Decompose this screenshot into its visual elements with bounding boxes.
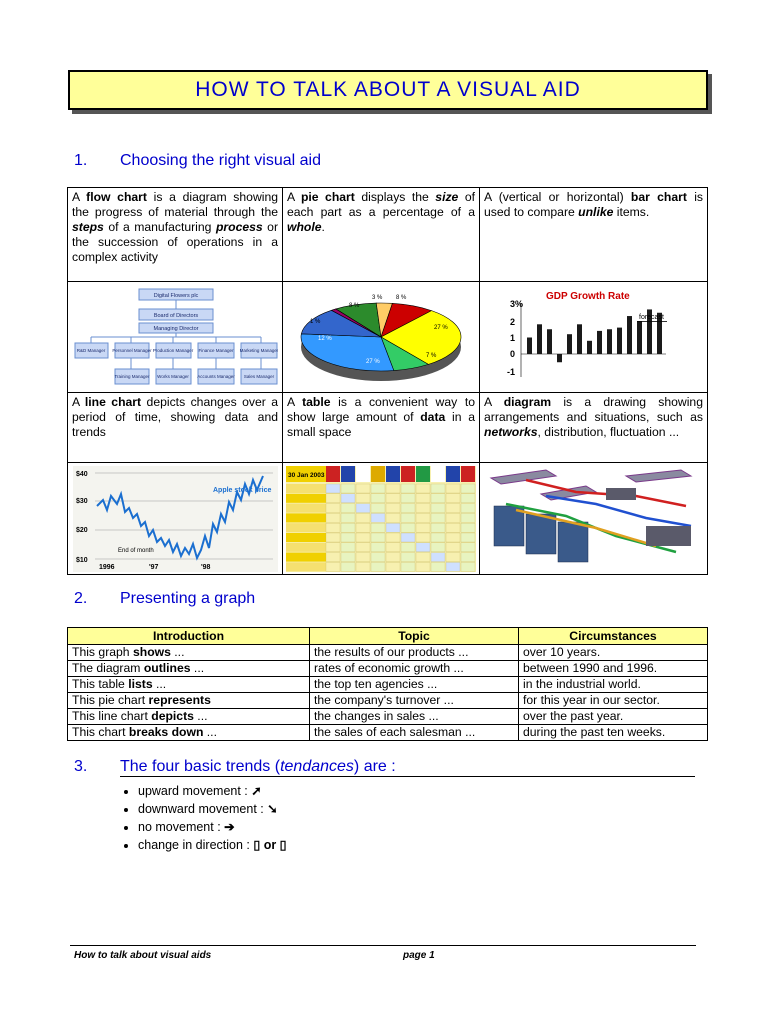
flag-cell — [326, 466, 340, 482]
data-cell — [341, 533, 355, 542]
data-cell — [431, 552, 445, 561]
row-label-cell — [286, 552, 326, 561]
data-cell — [431, 513, 445, 522]
data-cell — [326, 484, 340, 493]
data-cell — [386, 523, 400, 532]
pie-label: 12 % — [318, 336, 332, 342]
column-header: Circumstances — [519, 628, 708, 645]
apple-xtick: '98 — [200, 563, 210, 571]
line-chart-image — [68, 463, 283, 575]
data-cell — [371, 562, 385, 571]
data-cell — [416, 493, 430, 502]
pie-label: 8 % — [349, 303, 360, 309]
row-label-cell — [286, 493, 326, 502]
table-row — [68, 709, 708, 725]
data-cell — [446, 493, 460, 502]
data-cell — [326, 542, 340, 551]
data-cell — [371, 552, 385, 561]
section-number: 2. — [74, 590, 88, 607]
org-box: Finance Manager — [197, 348, 234, 353]
gdp-tick: -1 — [506, 367, 515, 377]
gdp-bar — [527, 338, 532, 355]
topic-cell: the company's turnover ... — [310, 693, 519, 709]
data-cell — [401, 552, 415, 561]
gdp-tick: 1 — [509, 333, 515, 343]
apple-xtick: 1996 — [98, 563, 115, 571]
data-cell — [416, 562, 430, 571]
data-cell — [326, 523, 340, 532]
data-cell — [431, 533, 445, 542]
flag-cell — [371, 466, 385, 482]
data-cell — [326, 552, 340, 561]
data-cell — [341, 484, 355, 493]
pie-label: 7 % — [426, 353, 437, 359]
org-box: Marketing Manager — [239, 348, 278, 353]
gdp-bar — [587, 341, 592, 354]
row-label-cell — [286, 484, 326, 493]
row-label-cell — [286, 513, 326, 522]
presenting-table — [67, 627, 708, 741]
row-label-cell — [286, 503, 326, 512]
footer-title: How to talk about visual aids — [74, 950, 212, 961]
data-cell — [416, 533, 430, 542]
data-cell — [326, 493, 340, 502]
column-header: Introduction — [68, 628, 310, 645]
row-label-cell — [286, 542, 326, 551]
bar-chart-image — [480, 282, 708, 393]
intro-cell: This table lists ... — [68, 677, 310, 693]
data-cell — [371, 503, 385, 512]
data-cell — [356, 503, 370, 512]
data-cell — [461, 533, 475, 542]
data-cell — [401, 523, 415, 532]
section-3-heading — [74, 758, 396, 776]
data-cell — [326, 562, 340, 571]
gdp-bar — [577, 324, 582, 354]
data-cell — [461, 562, 475, 571]
intro-cell: This pie chart represents — [68, 693, 310, 709]
data-cell — [371, 533, 385, 542]
data-cell — [386, 493, 400, 502]
topic-cell: the top ten agencies ... — [310, 677, 519, 693]
org-chart-image — [68, 282, 283, 393]
data-cell — [341, 513, 355, 522]
column-header: Topic — [310, 628, 519, 645]
data-cell — [386, 503, 400, 512]
gdp-bar — [607, 329, 612, 354]
data-cell — [341, 542, 355, 551]
gdp-bar — [597, 331, 602, 354]
data-cell — [356, 542, 370, 551]
flow-chart-description: A flow chart is a diagram showing the progress of material through the steps of a manufacturing process or the succession of operations in a complex activity — [68, 188, 283, 282]
trend-arrow-icon: ➚ — [251, 784, 262, 798]
org-box: Production Manager — [152, 348, 193, 353]
data-table-image — [283, 463, 480, 575]
pie-label: 1 % — [310, 319, 321, 325]
data-cell — [461, 513, 475, 522]
apple-xtick: '97 — [148, 563, 158, 571]
table-row — [68, 677, 708, 693]
gdp-bar — [637, 321, 642, 354]
intro-cell: This line chart depicts ... — [68, 709, 310, 725]
circumstance-cell: in the industrial world. — [519, 677, 708, 693]
table-row — [68, 645, 708, 661]
intro-cell: This graph shows ... — [68, 645, 310, 661]
flag-cell — [431, 466, 445, 482]
data-cell — [446, 552, 460, 561]
data-cell — [386, 552, 400, 561]
apple-ytick: $20 — [75, 526, 88, 534]
data-cell — [386, 533, 400, 542]
gdp-bar — [537, 324, 542, 354]
data-cell — [401, 503, 415, 512]
row-label-cell — [286, 533, 326, 542]
diagram-description: A diagram is a drawing showing arrangements and situations, such as networks, distribution, fluctuation ... — [480, 393, 708, 463]
data-cell — [416, 513, 430, 522]
section-1-heading — [74, 152, 321, 170]
apple-ytick: $30 — [75, 497, 88, 505]
org-box: Accounts Manager — [196, 374, 235, 379]
org-md: Managing Director — [153, 326, 198, 332]
page-title: HOW TO TALK ABOUT A VISUAL AID — [195, 78, 581, 101]
gdp-bar — [547, 329, 552, 354]
apple-ytick: $40 — [75, 470, 88, 478]
apple-caption: End of month — [117, 547, 154, 554]
org-box: R&D Manager — [76, 348, 105, 353]
org-top: Digital Flowers plc — [153, 293, 198, 299]
org-box: Works Manager — [156, 374, 189, 379]
gdp-forecast: forecast — [639, 314, 664, 321]
row-label-cell — [286, 562, 326, 571]
section-2-heading — [74, 590, 255, 608]
org-box: Personnel Manager — [111, 348, 152, 353]
trend-item: • downward movement : ➘ — [138, 800, 287, 818]
data-cell — [386, 484, 400, 493]
data-cell — [401, 493, 415, 502]
data-cell — [401, 513, 415, 522]
apple-label: Apple stock price — [212, 486, 271, 494]
intro-cell: The diagram outlines ... — [68, 661, 310, 677]
data-cell — [371, 513, 385, 522]
data-cell — [446, 513, 460, 522]
org-board: Board of Directors — [153, 313, 198, 319]
data-cell — [461, 523, 475, 532]
trend-arrow-icon: ➔ — [224, 820, 235, 834]
data-cell — [416, 523, 430, 532]
trend-arrow-icon: ➘ — [267, 802, 278, 816]
data-cell — [431, 542, 445, 551]
section-title: Choosing the right visual aid — [120, 152, 322, 169]
gdp-bar — [617, 328, 622, 354]
gdp-tick: 2 — [509, 317, 515, 327]
trend-item: • upward movement : ➚ — [138, 782, 287, 800]
visual-aid-grid — [67, 187, 708, 575]
flag-cell — [386, 466, 400, 482]
topic-cell: rates of economic growth ... — [310, 661, 519, 677]
data-cell — [356, 493, 370, 502]
data-cell — [326, 503, 340, 512]
line-chart-description: A line chart depicts changes over a period of time, showing data and trends — [68, 393, 283, 463]
data-cell — [341, 503, 355, 512]
data-cell — [386, 513, 400, 522]
data-cell — [371, 523, 385, 532]
flag-cell — [416, 466, 430, 482]
data-cell — [446, 523, 460, 532]
section-number: 3. — [74, 758, 88, 775]
data-cell — [431, 562, 445, 571]
flag-cell — [461, 466, 475, 482]
data-cell — [416, 503, 430, 512]
title-box — [68, 70, 708, 110]
data-cell — [431, 523, 445, 532]
data-cell — [386, 562, 400, 571]
data-cell — [356, 484, 370, 493]
data-cell — [341, 523, 355, 532]
topic-cell: the sales of each salesman ... — [310, 725, 519, 741]
data-cell — [356, 513, 370, 522]
data-cell — [356, 533, 370, 542]
gdp-tick: 3% — [509, 299, 523, 309]
intro-cell: This chart breaks down ... — [68, 725, 310, 741]
data-cell — [431, 493, 445, 502]
data-cell — [431, 503, 445, 512]
flag-cell — [356, 466, 370, 482]
diagram-image — [480, 463, 708, 575]
circumstance-cell: over the past year. — [519, 709, 708, 725]
page-number: page 1 — [403, 950, 435, 961]
data-cell — [401, 484, 415, 493]
flag-cell — [401, 466, 415, 482]
circumstance-cell: over 10 years. — [519, 645, 708, 661]
data-cell — [401, 533, 415, 542]
data-cell — [341, 552, 355, 561]
data-cell — [371, 542, 385, 551]
table-date: 30 Jan 2003 — [288, 471, 325, 479]
trend-arrow-icon: ▯ or ▯ — [253, 838, 287, 852]
data-cell — [356, 562, 370, 571]
gdp-bar — [627, 316, 632, 354]
data-cell — [326, 513, 340, 522]
data-cell — [461, 493, 475, 502]
apple-ytick: $10 — [75, 556, 88, 564]
data-cell — [401, 562, 415, 571]
section-title: The four basic trends (tendances) are : — [120, 758, 396, 775]
table-row — [68, 693, 708, 709]
data-cell — [371, 484, 385, 493]
section-title: Presenting a graph — [120, 590, 256, 607]
data-cell — [356, 523, 370, 532]
circumstance-cell: between 1990 and 1996. — [519, 661, 708, 677]
data-cell — [446, 542, 460, 551]
pie-label: 8 % — [396, 295, 407, 301]
trend-item: • change in direction : ▯ or ▯ — [138, 836, 287, 854]
circumstance-cell: during the past ten weeks. — [519, 725, 708, 741]
pie-chart-description: A pie chart displays the size of each part as a percentage of a whole. — [283, 188, 480, 282]
pie-label: 27 % — [366, 359, 380, 365]
data-cell — [356, 552, 370, 561]
row-label-cell — [286, 523, 326, 532]
divider — [120, 776, 695, 777]
circumstance-cell: for this year in our sector. — [519, 693, 708, 709]
trend-list — [118, 782, 287, 854]
trend-item: • no movement : ➔ — [138, 818, 287, 836]
pie-label: 27 % — [434, 325, 448, 331]
data-cell — [446, 503, 460, 512]
gdp-title: GDP Growth Rate — [546, 291, 630, 302]
data-cell — [371, 493, 385, 502]
topic-cell: the changes in sales ... — [310, 709, 519, 725]
pie-chart-image — [283, 282, 480, 393]
data-cell — [341, 493, 355, 502]
org-box: Training Manager — [113, 374, 150, 379]
flag-cell — [341, 466, 355, 482]
table-description: A table is a convenient way to show large amount of data in a small space — [283, 393, 480, 463]
data-cell — [446, 484, 460, 493]
data-cell — [461, 542, 475, 551]
data-cell — [461, 503, 475, 512]
data-cell — [416, 552, 430, 561]
data-cell — [461, 484, 475, 493]
gdp-bar — [557, 354, 562, 362]
table-row — [68, 725, 708, 741]
data-cell — [416, 484, 430, 493]
data-cell — [446, 562, 460, 571]
data-cell — [416, 542, 430, 551]
org-box: Sales Manager — [243, 374, 274, 379]
gdp-tick: 0 — [509, 349, 515, 359]
data-cell — [461, 552, 475, 561]
section-number: 1. — [74, 152, 88, 169]
data-cell — [326, 533, 340, 542]
data-cell — [401, 542, 415, 551]
data-cell — [341, 562, 355, 571]
table-row — [68, 661, 708, 677]
data-cell — [431, 484, 445, 493]
pie-label: 3 % — [372, 295, 383, 301]
bar-chart-description: A (vertical or horizontal) bar chart is used to compare unlike items. — [480, 188, 708, 282]
flag-cell — [446, 466, 460, 482]
data-cell — [386, 542, 400, 551]
gdp-bar — [567, 334, 572, 354]
data-cell — [446, 533, 460, 542]
footer-divider — [70, 945, 696, 946]
topic-cell: the results of our products ... — [310, 645, 519, 661]
